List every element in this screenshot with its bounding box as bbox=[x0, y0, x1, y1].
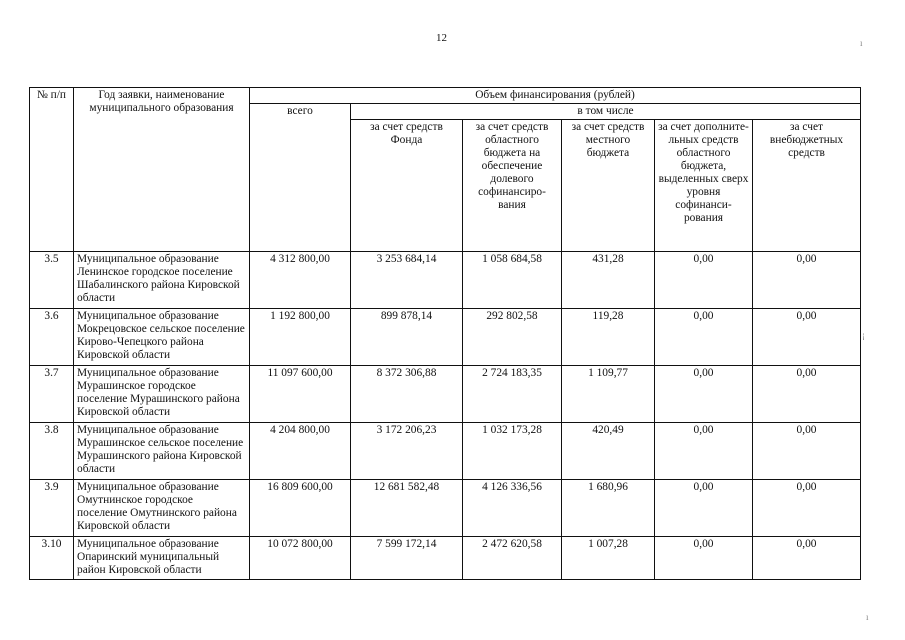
total-amount: 10 072 800,00 bbox=[250, 537, 351, 580]
header-volume: Объем финансирования (рублей) bbox=[250, 88, 861, 104]
local-amount: 431,28 bbox=[562, 252, 655, 309]
local-amount: 1 007,28 bbox=[562, 537, 655, 580]
regional-amount: 1 032 173,28 bbox=[463, 423, 562, 480]
row-number: 3.8 bbox=[30, 423, 74, 480]
row-number: 3.9 bbox=[30, 480, 74, 537]
total-amount: 1 192 800,00 bbox=[250, 309, 351, 366]
page-number: 12 bbox=[436, 32, 447, 44]
municipality-name: Муниципальное образование Мокрецовское сельское поселение Кирово-Чепецкого района Кировской области bbox=[74, 309, 250, 366]
fund-amount: 8 372 306,88 bbox=[351, 366, 463, 423]
regional-amount: 4 126 336,56 bbox=[463, 480, 562, 537]
regional-amount: 292 802,58 bbox=[463, 309, 562, 366]
header-local: за счет средств местного бюджета bbox=[562, 120, 655, 252]
margin-mark: ¡ bbox=[862, 330, 865, 340]
row-number: 3.7 bbox=[30, 366, 74, 423]
financing-table bbox=[29, 87, 861, 580]
total-amount: 4 312 800,00 bbox=[250, 252, 351, 309]
offbudget-amount: 0,00 bbox=[753, 537, 861, 580]
header-total: всего bbox=[250, 104, 351, 252]
header-offbudget: за счет внебюджетных средств bbox=[753, 120, 861, 252]
total-amount: 16 809 600,00 bbox=[250, 480, 351, 537]
header-regional: за счет средств областного бюджета на обеспечение долевого софинансиро-вания bbox=[463, 120, 562, 252]
local-amount: 420,49 bbox=[562, 423, 655, 480]
regional-amount: 2 472 620,58 bbox=[463, 537, 562, 580]
table-row bbox=[30, 252, 861, 309]
fund-amount: 7 599 172,14 bbox=[351, 537, 463, 580]
additional-amount: 0,00 bbox=[655, 537, 753, 580]
table-row bbox=[30, 309, 861, 366]
fund-amount: 899 878,14 bbox=[351, 309, 463, 366]
header-fund: за счет средств Фонда bbox=[351, 120, 463, 252]
offbudget-amount: 0,00 bbox=[753, 480, 861, 537]
row-number: 3.10 bbox=[30, 537, 74, 580]
municipality-name: Муниципальное образование Ленинское городское поселение Шабалинского района Кировской области bbox=[74, 252, 250, 309]
additional-amount: 0,00 bbox=[655, 309, 753, 366]
regional-amount: 1 058 684,58 bbox=[463, 252, 562, 309]
fund-amount: 12 681 582,48 bbox=[351, 480, 463, 537]
additional-amount: 0,00 bbox=[655, 366, 753, 423]
header-num: № п/п bbox=[30, 88, 74, 252]
local-amount: 1 680,96 bbox=[562, 480, 655, 537]
header-additional: за счет дополните-льных средств областного бюджета, выделенных сверх уровня софинанси-рования bbox=[655, 120, 753, 252]
total-amount: 4 204 800,00 bbox=[250, 423, 351, 480]
table-row bbox=[30, 423, 861, 480]
margin-mark: ı bbox=[860, 38, 863, 48]
municipality-name: Муниципальное образование Мурашинское сельское поселение Мурашинского района Кировской области bbox=[74, 423, 250, 480]
offbudget-amount: 0,00 bbox=[753, 309, 861, 366]
margin-mark: ı bbox=[866, 612, 869, 622]
fund-amount: 3 172 206,23 bbox=[351, 423, 463, 480]
fund-amount: 3 253 684,14 bbox=[351, 252, 463, 309]
offbudget-amount: 0,00 bbox=[753, 366, 861, 423]
offbudget-amount: 0,00 bbox=[753, 252, 861, 309]
additional-amount: 0,00 bbox=[655, 480, 753, 537]
additional-amount: 0,00 bbox=[655, 252, 753, 309]
total-amount: 11 097 600,00 bbox=[250, 366, 351, 423]
local-amount: 1 109,77 bbox=[562, 366, 655, 423]
table-row bbox=[30, 480, 861, 537]
offbudget-amount: 0,00 bbox=[753, 423, 861, 480]
row-number: 3.5 bbox=[30, 252, 74, 309]
header-name: Год заявки, наименование муниципального образования bbox=[74, 88, 250, 252]
municipality-name: Муниципальное образование Опаринский муниципальный район Кировской области bbox=[74, 537, 250, 580]
header-including: в том числе bbox=[351, 104, 861, 120]
row-number: 3.6 bbox=[30, 309, 74, 366]
additional-amount: 0,00 bbox=[655, 423, 753, 480]
municipality-name: Муниципальное образование Омутнинское городское поселение Омутнинского района Кировской области bbox=[74, 480, 250, 537]
table-row bbox=[30, 366, 861, 423]
table-row bbox=[30, 537, 861, 580]
regional-amount: 2 724 183,35 bbox=[463, 366, 562, 423]
local-amount: 119,28 bbox=[562, 309, 655, 366]
municipality-name: Муниципальное образование Мурашинское городское поселение Мурашинского района Кировской области bbox=[74, 366, 250, 423]
